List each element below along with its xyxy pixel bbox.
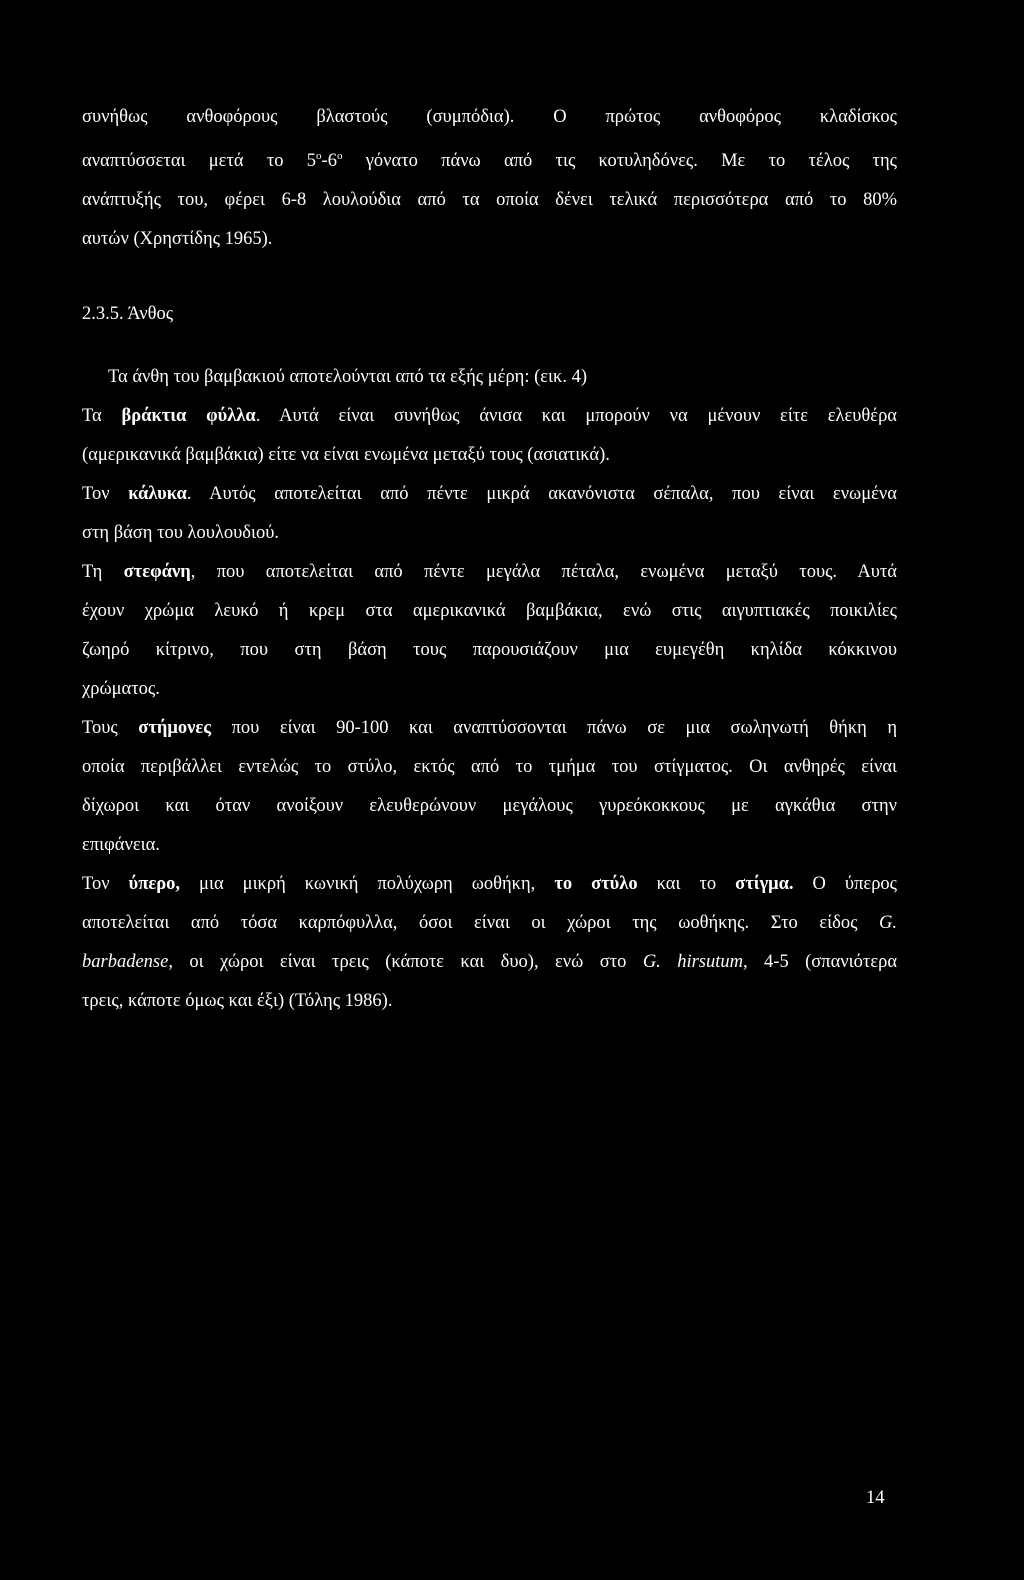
superscript: ο	[316, 150, 322, 162]
text-fragment: Τον	[82, 874, 129, 895]
text-fragment: , οι χώροι είναι τρεις (κάποτε και δυο), ενώ στο	[168, 952, 643, 973]
italic-term: G.	[879, 913, 897, 934]
superscript: ο	[336, 150, 343, 162]
parts-intro: Τα άνθη του βαμβακιού αποτελούνται από τα εξής μέρη: (εικ. 4)	[108, 367, 588, 388]
text-fragment: γόνατο πάνω από τις κοτυληδόνες. Με το τέλος της	[342, 151, 897, 172]
text-line: ανάπτυξής του, φέρει 6-8 λουλούδια από τα οποία δένει τελικά περισσότερα από το 80%	[82, 190, 897, 211]
bold-term: κάλυκα	[128, 484, 187, 505]
paragraph-pistil-cont: τρεις, κάποτε όμως και έξι) (Τόλης 1986).	[82, 991, 393, 1012]
paragraph-pistil	[82, 865, 897, 904]
text-line: συνήθως ανθοφόρους βλαστούς (συμπόδια). Ο πρώτος ανθοφόρος κλαδίσκος	[82, 107, 897, 127]
paragraph-stamens	[82, 709, 897, 748]
bold-term: βράκτια φύλλα	[121, 406, 256, 427]
text-fragment: . Αυτός αποτελείται από πέντε μικρά ακανόνιστα σέπαλα, που είναι ενωμένα	[186, 484, 897, 505]
paragraph-corolla-cont: έχουν χρώμα λευκό ή κρεμ στα αμερικανικά βαμβάκια, ενώ στις αιγυπτιακές ποικιλίες	[82, 601, 897, 622]
paragraph-stamens-cont: δίχωροι και όταν ανοίξουν ελευθερώνουν μεγάλους γυρεόκοκκους με αγκάθια στην	[82, 796, 897, 817]
text-fragment: Τα	[82, 406, 122, 427]
text-fragment: . Αυτά είναι συνήθως άνισα και μπορούν να μένουν είτε ελευθέρα	[255, 406, 897, 427]
text-fragment: που είναι 90-100 και αναπτύσσονται πάνω σε μια σωληνωτή θήκη η	[211, 718, 898, 739]
italic-term: G. hirsutum	[642, 952, 744, 973]
bold-term: στήμονες	[138, 718, 212, 739]
paragraph-calyx	[82, 475, 897, 514]
paragraph-bracts	[82, 397, 897, 436]
text-fragment: Ο ύπερος	[793, 874, 897, 895]
bold-term: στίγμα.	[735, 874, 794, 895]
text-fragment: Τους	[82, 718, 139, 739]
intro-line	[82, 98, 897, 137]
page-number: 14	[866, 1488, 885, 1508]
paragraph-corolla	[82, 553, 897, 592]
paragraph-pistil-cont	[82, 943, 897, 982]
bold-term: ύπερο,	[128, 874, 181, 895]
text-fragment: αποτελείται από τόσα καρπόφυλλα, όσοι είναι οι χώροι της ωοθήκης. Στο είδος	[82, 913, 879, 934]
text-fragment: και το	[637, 874, 736, 895]
text-line: αυτών (Χρηστίδης 1965).	[82, 229, 273, 250]
paragraph-bracts-cont: (αμερικανικά βαμβάκια) είτε να είναι ενωμένα μεταξύ τους (ασιατικά).	[82, 445, 610, 466]
section-heading: 2.3.5. Άνθος	[82, 304, 174, 325]
intro-line	[82, 137, 897, 181]
text-fragment: , 4-5 (σπανιότερα	[743, 952, 898, 973]
paragraph-stamens-cont: επιφάνεια.	[82, 835, 160, 856]
text-fragment: μια μικρή κωνική πολύχωρη ωοθήκη,	[180, 874, 555, 895]
paragraph-stamens-cont: οποία περιβάλλει εντελώς το στύλο, εκτός από το τμήμα του στίγματος. Οι ανθηρές είναι	[82, 757, 897, 778]
bold-term: στεφάνη	[123, 562, 191, 583]
paragraph-corolla-cont: χρώματος.	[82, 679, 160, 700]
paragraph-corolla-cont: ζωηρό κίτρινο, που στη βάση τους παρουσιάζουν μια ευμεγέθη κηλίδα κόκκινου	[82, 640, 897, 661]
text-fragment: Τον	[82, 484, 129, 505]
intro-line	[82, 181, 897, 220]
text-fragment: -6	[321, 151, 337, 172]
text-line: αναπτύσσεται μετά το 5	[82, 151, 317, 172]
bold-term: το στύλο	[554, 874, 638, 895]
paragraph-pistil-cont	[82, 904, 897, 943]
paragraph-calyx-cont: στη βάση του λουλουδιού.	[82, 523, 280, 544]
intro-line	[82, 220, 897, 259]
document-body	[82, 98, 897, 1021]
text-fragment: Τη	[82, 562, 124, 583]
text-fragment: , που αποτελείται από πέντε μεγάλα πέταλα, ενωμένα μεταξύ τους. Αυτά	[190, 562, 897, 583]
italic-term: barbadense	[82, 952, 169, 973]
